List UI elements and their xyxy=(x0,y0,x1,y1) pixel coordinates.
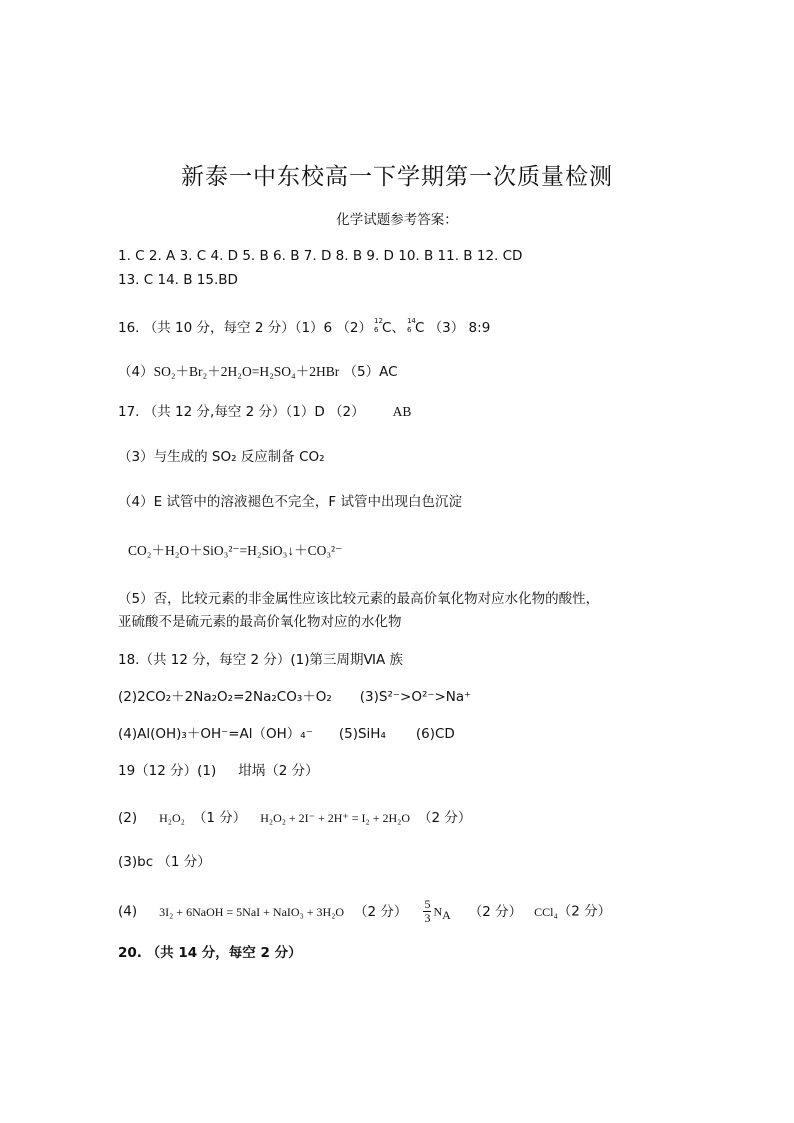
q16-line-1: 16. （共 10 分，每空 2 分）（1）6 （2） 12 6 C、 14 6 C （3） 8:9 xyxy=(118,317,491,336)
choice-answers-line-1: 1. C 2. A 3. C 4. D 5. B 6. B 7. D 8. B 9. D 10. B 11. B 12. CD xyxy=(118,248,523,264)
q17-part-5b: 亚硫酸不是硫元素的最高价氧化物对应的水化物 xyxy=(118,614,402,630)
q18-line-1: 18.（共 12 分，每空 2 分）(1)第三周期ⅥA 族 xyxy=(118,652,404,668)
page-subtitle: 化学试题参考答案： xyxy=(336,212,458,228)
q18-line-2: (2)2CO₂＋2Na₂O₂=2Na₂CO₃＋O₂ (3)S²⁻>O²⁻>Na⁺ xyxy=(118,689,472,705)
q19-line-4: (4) 3I₂ + 6NaOH = 5NaI + NaIO₃ + 3H₂O （2 分） $\frac{5}{3}$ $N_A$ （2 分） CCl₄（2 分） xyxy=(118,897,612,925)
q16-line-2: （4）SO₂＋Br₂＋2H₂O=H₂SO₄＋2HBr （5）AC xyxy=(118,364,398,380)
q17-part-5a: （5）否，比较元素的非金属性应该比较元素的最高价氧化物对应水化物的酸性， xyxy=(118,591,600,607)
q20-line: 20. （共 14 分，每空 2 分） xyxy=(118,945,302,961)
q17-part-3: （3）与生成的 SO₂ 反应制备 CO₂ xyxy=(118,449,325,465)
isotope-c12: 12 6 xyxy=(374,317,383,334)
q18-line-3: (4)Al(OH)₃＋OH⁻=Al（OH）₄⁻ (5)SiH₄ (6)CD xyxy=(118,726,455,742)
q16-head: 16. （共 10 分，每空 2 分）（1）6 （2） xyxy=(118,320,373,336)
q19-line-1: 19（12 分）(1) 坩埚（2 分） xyxy=(118,763,319,779)
q19-line-2: (2) H₂O₂ （1 分） H₂O₂ + 2I⁻ + 2H⁺ = I₂ + 2H₂O （2 分） xyxy=(118,810,472,826)
q17-line-1: 17. （共 12 分,每空 2 分）（1）D （2） AB xyxy=(118,404,412,420)
fraction-5-3: $\frac{5}{3}$ xyxy=(424,897,431,925)
q19-line-3: (3)bc （1 分） xyxy=(118,854,211,870)
q16-equation: SO₂＋Br₂＋2H₂O=H₂SO₄＋2HBr xyxy=(153,364,340,379)
isotope-c14: 14 6 xyxy=(406,317,416,334)
choice-answers-line-2: 13. C 14. B 15.BD xyxy=(118,272,238,288)
page-title: 新泰一中东校高一下学期第一次质量检测 xyxy=(181,164,613,190)
q17-equation: CO₂＋H₂O＋SiO₃²⁻=H₂SiO₃↓＋CO₃²⁻ xyxy=(128,543,343,558)
q17-part-4: （4）E 试管中的溶液褪色不完全，F 试管中出现白色沉淀 xyxy=(118,494,462,510)
